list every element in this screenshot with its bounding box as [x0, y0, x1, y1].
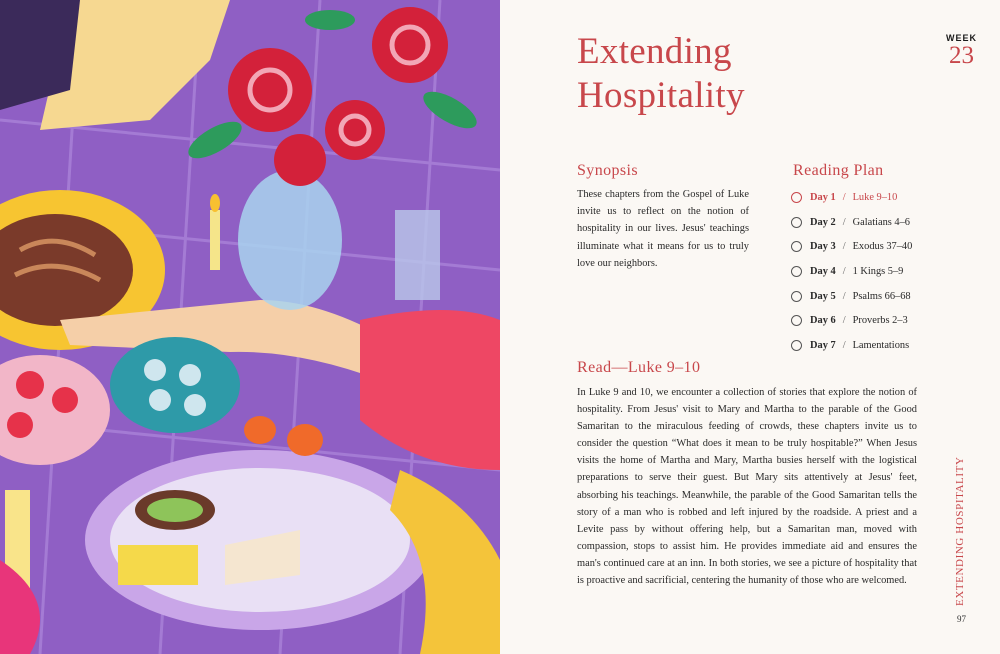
reading-plan-item[interactable] — [791, 210, 912, 235]
slash-separator: / — [842, 191, 846, 203]
plan-reference: Proverbs 2–3 — [852, 315, 908, 327]
reading-plan-heading: Reading Plan — [793, 162, 884, 179]
plan-reference: Lamentations — [852, 339, 910, 351]
week-number: 23 — [949, 42, 974, 69]
checkbox-circle-icon[interactable] — [791, 266, 802, 277]
plan-day: Day 1 — [810, 191, 836, 203]
plan-day: Day 2 — [810, 216, 836, 228]
plan-day: Day 7 — [810, 339, 836, 351]
week-marker — [946, 33, 977, 69]
checkbox-circle-icon[interactable] — [791, 192, 802, 203]
plan-reference: 1 Kings 5–9 — [852, 265, 904, 277]
page-title — [577, 30, 745, 118]
text-page — [500, 0, 1000, 654]
week-label: WEEK — [946, 33, 977, 43]
plan-day: Day 3 — [810, 241, 836, 253]
checkbox-circle-icon[interactable] — [791, 315, 802, 326]
checkbox-circle-icon[interactable] — [791, 241, 802, 252]
slash-separator: / — [842, 216, 846, 228]
title-line-1: Extending — [577, 31, 732, 72]
reading-plan-item[interactable] — [791, 185, 912, 210]
page-number: 97 — [957, 614, 966, 624]
plan-reference: Psalms 66–68 — [852, 290, 911, 302]
checkbox-circle-icon[interactable] — [791, 217, 802, 228]
slash-separator: / — [842, 241, 846, 253]
reading-plan-item[interactable] — [791, 308, 912, 333]
slash-separator: / — [842, 339, 846, 351]
checkbox-circle-icon[interactable] — [791, 340, 802, 351]
reading-plan-item[interactable] — [791, 333, 912, 358]
slash-separator: / — [842, 290, 846, 302]
checkbox-circle-icon[interactable] — [791, 291, 802, 302]
reading-plan-item[interactable] — [791, 259, 912, 284]
title-line-2: Hospitality — [577, 75, 745, 116]
running-head: EXTENDING HOSPITALITY — [954, 456, 966, 606]
slash-separator: / — [842, 265, 846, 277]
read-heading: Read—Luke 9–10 — [577, 359, 701, 376]
plan-reference: Exodus 37–40 — [852, 241, 913, 253]
plan-reference: Luke 9–10 — [852, 191, 898, 203]
plan-day: Day 6 — [810, 315, 836, 327]
reading-plan-item[interactable] — [791, 284, 912, 309]
slash-separator: / — [842, 315, 846, 327]
synopsis-text: These chapters from the Gospel of Luke invite us to reflect on the notion of hospitality in our lives. Jesus' teachings illuminate what it means for us to truly love our neighbors. — [577, 189, 749, 269]
synopsis-heading: Synopsis — [577, 162, 638, 179]
read-body-text: In Luke 9 and 10, we encounter a collection of stories that explore the notion of hospitality. From Jesus' visit to Mary and Martha to the parable of the Good Samaritan to the miraculous feeding of crowds, these chapters invite us to consider the question “What does it mean to be truly hospitable?” When Jesus visits the home of Martha and Mary, Martha busies herself with the logistical preparations to serve their guest. But Mary sits attentively at Jesus' feet, absorbing his teachings. Meanwhile, the parable of the Good Samaritan tells the story of a man who is robbed and left injured by the roadside. A priest and a Levite pass by without offering help, but a Samaritan man, moved with compassion, stops to assist him. He provides immediate aid and ensures the man's continued care at an inn. In both stories, we see a picture of hospitality that is proactive and sacrificial, centering the humanity of those who are welcomed. — [577, 387, 917, 587]
plan-day: Day 4 — [810, 265, 836, 277]
plan-day: Day 5 — [810, 290, 836, 302]
reading-plan-list — [791, 185, 912, 358]
reading-plan-item[interactable] — [791, 234, 912, 259]
plan-reference: Galatians 4–6 — [852, 216, 911, 228]
